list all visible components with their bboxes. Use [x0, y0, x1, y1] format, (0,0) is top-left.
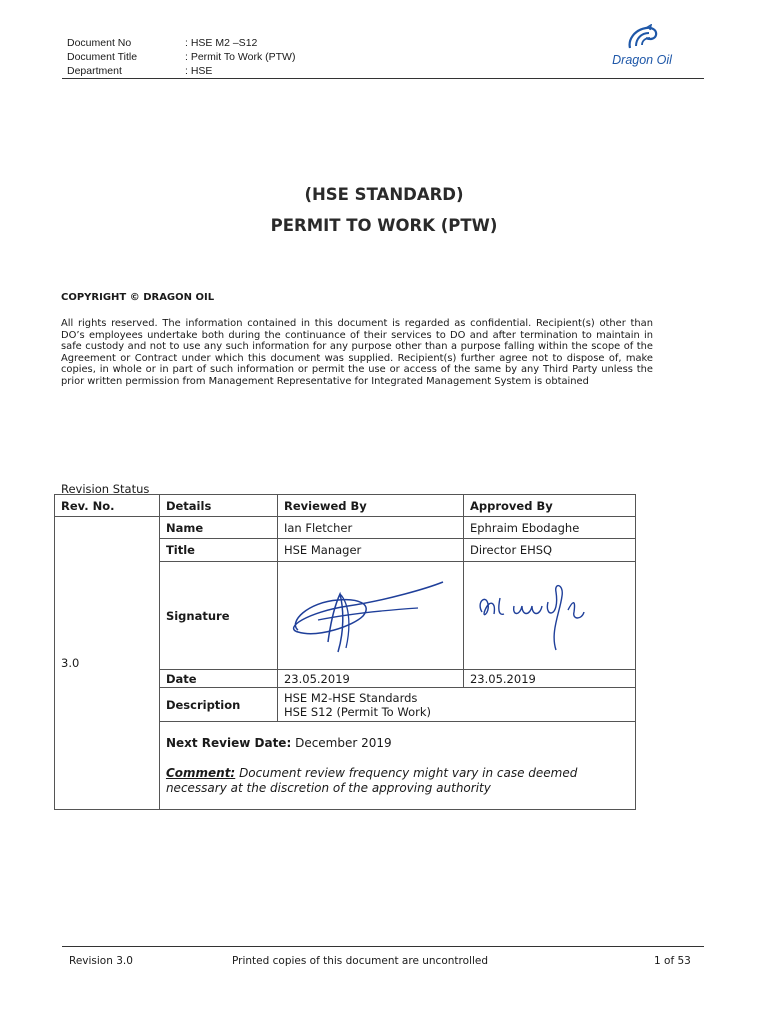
description-line-2: HSE S12 (Permit To Work) [283, 704, 431, 719]
header-value: : HSE M2 –S12 [185, 37, 258, 49]
footer-revision: Revision 3.0 [69, 955, 133, 967]
reviewer-signature-icon [278, 562, 463, 666]
row-label-date: Date [159, 670, 277, 688]
footer-divider [62, 946, 704, 947]
table-header-row [55, 495, 636, 517]
dragon-icon [624, 24, 660, 52]
reviewer-title: HSE Manager [277, 539, 463, 562]
document-header [67, 36, 295, 78]
approver-date: 23.05.2019 [463, 670, 635, 688]
reviewer-name: Ian Fletcher [277, 517, 463, 539]
row-label-signature: Signature [159, 562, 277, 670]
revision-table [54, 494, 636, 810]
header-divider [62, 78, 704, 79]
table-row-name [55, 517, 636, 539]
revision-status-label: Revision Status [61, 482, 150, 496]
document-title-line-2: PERMIT TO WORK (PTW) [270, 216, 498, 235]
header-row-document-title [67, 50, 295, 64]
logo-text: Dragon Oil [612, 53, 672, 67]
reviewer-date: 23.05.2019 [277, 670, 463, 688]
comment-text: Document review frequency might vary in case deemed necessary at the discretion of the approving authority [165, 766, 578, 795]
header-details: Details [159, 495, 277, 517]
row-label-description: Description [159, 688, 277, 722]
next-review-value: December 2019 [295, 736, 392, 750]
header-label: Department [67, 65, 122, 77]
header-approved-by: Approved By [463, 495, 635, 517]
description-line-1: HSE M2-HSE Standards [283, 690, 418, 705]
header-value: : HSE [185, 65, 213, 77]
approver-signature [463, 562, 635, 670]
next-review-label: Next Review Date: [165, 736, 292, 750]
row-label-title: Title [159, 539, 277, 562]
copyright-heading: COPYRIGHT © DRAGON OIL [61, 292, 215, 303]
row-label-name: Name [159, 517, 277, 539]
reviewer-signature [277, 562, 463, 670]
header-row-document-no [67, 36, 295, 50]
rev-no-value: 3.0 [55, 517, 160, 810]
comment-label: Comment: [165, 766, 236, 780]
approver-title: Director EHSQ [463, 539, 635, 562]
header-label: Document Title [67, 51, 138, 63]
header-rev-no: Rev. No. [55, 495, 160, 517]
document-title-line-1: (HSE STANDARD) [304, 185, 464, 204]
description-value [277, 688, 635, 722]
approver-signature-icon [464, 562, 635, 666]
copyright-body: All rights reserved. The information contained in this document is regarded as confidential. Recipient(s) other than DO’s employees undertake both during the continuance of their services to DO and after termination to maintain in safe custody and not to use any such information for any purpose other than a purpose falling within the scope of the Agreement or Contract under which this document was supplied. Recipient(s) further agree not to dispose of, make copies, in whole or in part of such information or permit the use or access of the same by any Third Party unless the prior written permission from Management Representative for Integrated Management System is obtained [61, 318, 653, 387]
dragon-oil-logo [600, 24, 684, 70]
next-review-cell [159, 722, 635, 810]
header-row-department [67, 64, 295, 78]
approver-name: Ephraim Ebodaghe [463, 517, 635, 539]
footer-notice: Printed copies of this document are uncontrolled [232, 955, 488, 967]
header-reviewed-by: Reviewed By [277, 495, 463, 517]
header-label: Document No [67, 37, 132, 49]
footer-page-number: 1 of 53 [654, 955, 691, 967]
comment-block [166, 766, 629, 796]
next-review-line [166, 736, 629, 751]
header-value: : Permit To Work (PTW) [185, 51, 296, 63]
